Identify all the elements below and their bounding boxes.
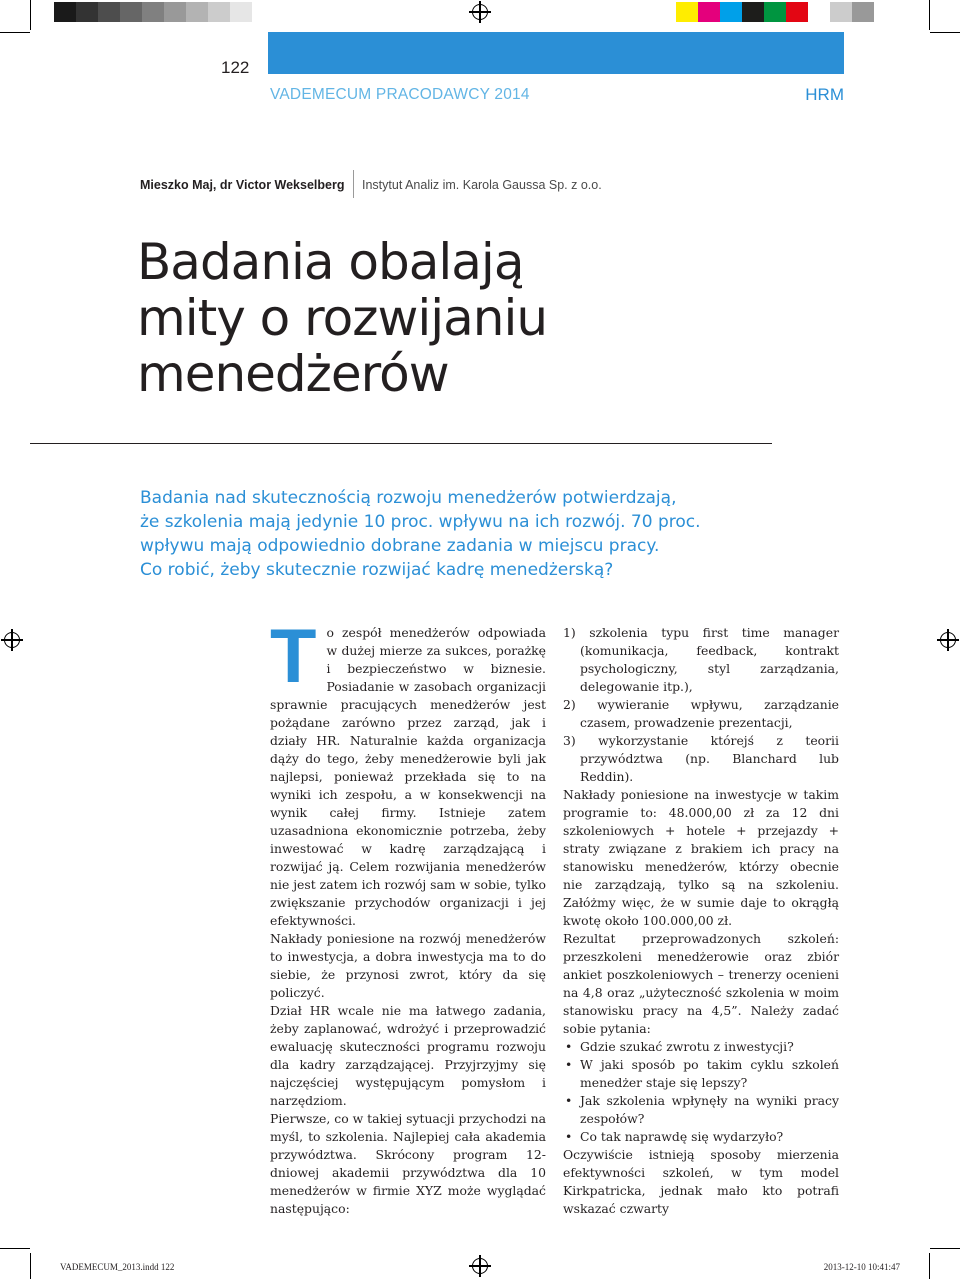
crop-mark: [30, 0, 31, 30]
color-swatch: [230, 2, 252, 22]
crop-mark: [930, 1248, 960, 1249]
lead-line: wpływu mają odpowiednio dobrane zadania w miejscu pracy.: [140, 536, 660, 556]
institute: Instytut Analiz im. Karola Gaussa Sp. z o.o.: [362, 178, 602, 192]
title-rule: [30, 443, 772, 444]
header-accent-bar: [268, 32, 844, 74]
crop-mark: [0, 32, 30, 33]
color-swatch: [142, 2, 164, 22]
lead-line: Co robić, żeby skutecznie rozwijać kadrę menedżerską?: [140, 560, 614, 580]
body-paragraph: Oczywiście istnieją sposoby mierzenia efektywności szkoleń, w tym model Kirkpatricka, jednak mało kto potrafi wskazać czwarty: [563, 1147, 839, 1216]
body-column-right: [563, 624, 839, 1218]
numbered-list-item: 1) szkolenia typu first time manager (komunikacja, feedback, kontrakt psychologiczny, styl zarządzania, delegowanie itp.),: [563, 625, 839, 694]
color-swatch: [98, 2, 120, 22]
color-swatch: [786, 2, 808, 22]
title-line: menedżerów: [137, 345, 449, 403]
article-title: [137, 234, 547, 402]
color-swatch: [208, 2, 230, 22]
color-swatch: [852, 2, 874, 22]
crop-mark: [930, 32, 960, 33]
title-line: mity o rozwijaniu: [137, 289, 548, 347]
body-paragraph: Nakłady poniesione na inwestycje w takim programie to: 48.000,00 zł za 12 dni szkoleniowych + hotele + przejazdy + straty związane z brakiem ich pracy na stanowisku menedżerów, którzy obecnie nie zarządzają, tylko są na szkoleniu. Załóżmy więc, że w sumie daje to okrągłą kwotę około 100.000,00 zł.: [563, 787, 839, 928]
section-label: HRM: [805, 85, 844, 104]
body-paragraph: [270, 614, 546, 930]
color-swatch: [742, 2, 764, 22]
color-swatch: [764, 2, 786, 22]
drop-cap: T: [270, 614, 317, 699]
color-swatch: [164, 2, 186, 22]
color-swatch: [676, 2, 698, 22]
color-swatch: [76, 2, 98, 22]
color-swatch: [120, 2, 142, 22]
crop-mark: [929, 1253, 930, 1279]
title-line: Badania obalają: [137, 233, 524, 291]
numbered-list-item: 2) wywieranie wpływu, zarządzanie czasem, prowadzenie prezentacji,: [563, 697, 839, 730]
color-swatch: [808, 2, 830, 22]
cmyk-color-bar: [676, 2, 874, 22]
registration-mark-icon: [472, 4, 488, 20]
page-number: 122: [221, 58, 250, 77]
color-swatch: [830, 2, 852, 22]
color-swatch: [720, 2, 742, 22]
crop-mark: [30, 1253, 31, 1279]
color-swatch: [698, 2, 720, 22]
color-swatch: [54, 2, 76, 22]
body-paragraph: Rezultat przeprowadzonych szkoleń: przeszkoleni menedżerowie oraz zbiór ankiet poszkoleniowych – trenerzy ocenieni na 4,8 oraz „użyteczność szkolenia w moim stanowisku pracy na 4,5”. Należy zadać sobie pytania:: [563, 931, 839, 1036]
numbered-list-item: 3) wykorzystanie którejś z teorii przywództwa (np. Blanchard lub Reddin).: [563, 733, 839, 784]
bullet-list-item: • Co tak naprawdę się wydarzyło?: [563, 1128, 839, 1146]
registration-mark-icon: [940, 632, 956, 648]
bullet-list-item: • W jaki sposób po takim cyklu szkoleń menedżer staje się lepszy?: [563, 1056, 839, 1092]
authors: Mieszko Maj, dr Victor Wekselberg: [140, 178, 345, 192]
bullet-list-item: • Jak szkolenia wpłynęły na wyniki pracy zespołów?: [563, 1092, 839, 1128]
registration-mark-icon: [4, 632, 20, 648]
paragraph-text: o zespół menedżerów odpowiada w dużej mierze za sukces, porażkę i bezpieczeństwo w biznesie. Posiadanie w zasobach organizacji sprawnie pracujących menedżerów jest pożądane zarówno przez zarząd, jak i działy HR. Naturalnie każda organizacja dąży do tego, żeby menedżerowie byli jak najlepsi, ponieważ przekłada się to na wyniki ich zespołu, a w konsekwencji na wynik całej firmy. Istnieje zatem uzasadniona ekonomicznie potrzeba, żeby inwestować w kadrę zarządzającą i rozwijać ją. Celem rozwijania menedżerów nie jest zatem ich rozwój sam w sobie, tylko zwiększanie przychodów organizacji i jej efektywności.: [270, 625, 546, 928]
body-paragraph: Dział HR wcale nie ma łatwego zadania, żeby zaplanować, wdrożyć i przeprowadzić ewaluację skuteczności programu rozwoju dla kadry zarządzającej. Przyjrzyjmy się najczęściej występującym pomysłom i narzędziom.: [270, 1003, 546, 1108]
crop-mark: [0, 1248, 30, 1249]
file-slug: VADEMECUM_2013.indd 122: [60, 1262, 175, 1272]
body-paragraph: Pierwsze, co w takiej sytuacji przychodzi na myśl, to szkolenia. Najlepiej cała akademia przywództwa. Skrócony program 12-dniowej akademii przywództwa dla 10 menedżerów w firmie XYZ może wyglądać następująco:: [270, 1111, 546, 1216]
byline-divider: [353, 170, 354, 198]
color-swatch: [252, 2, 274, 22]
body-paragraph: Nakłady poniesione na rozwój menedżerów to inwestycja, a dobra inwestycja ma to do siebie, że przynosi zwrot, który da się policzyć.: [270, 931, 546, 1000]
lead-line: Badania nad skutecznością rozwoju menedżerów potwierdzają,: [140, 488, 677, 508]
article-lead: [140, 486, 701, 582]
registration-mark-icon: [472, 1258, 488, 1274]
timestamp-slug: 2013-12-10 10:41:47: [823, 1262, 900, 1272]
publication-name: VADEMECUM PRACODAWCY 2014: [270, 86, 530, 103]
grayscale-color-bar: [54, 2, 274, 22]
crop-mark: [929, 0, 930, 30]
color-swatch: [186, 2, 208, 22]
body-column-left: [270, 614, 546, 1218]
bullet-list-item: • Gdzie szukać zwrotu z inwestycji?: [563, 1038, 839, 1056]
lead-line: że szkolenia mają jedynie 10 proc. wpływu na ich rozwój. 70 proc.: [140, 512, 701, 532]
